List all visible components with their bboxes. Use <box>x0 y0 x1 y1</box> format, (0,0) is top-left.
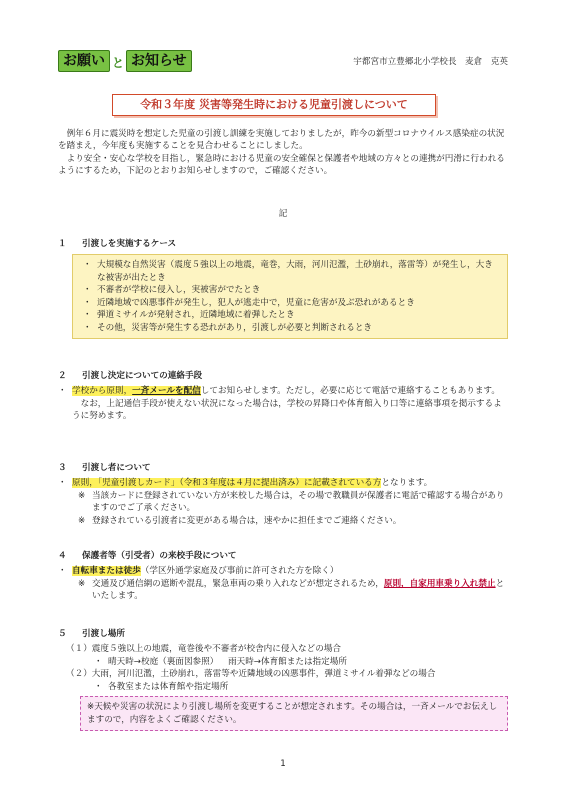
logo-and: と <box>112 56 125 70</box>
case-2: （２）大雨，河川氾濫，土砂崩れ，落雷等や近隣地域の凶悪事件，弾道ミサイル着弾などの場合 <box>66 669 436 680</box>
list-item: ・ 大規模な自然災害（震度５強以上の地震，竜巻，大雨，河川氾濫，土砂崩れ，落雷等）が発生し，大きな被害が出たとき <box>83 260 493 283</box>
case-1: （１）震度５強以上の地震，竜巻後や不審者が校舎内に侵入などの場合 <box>66 644 342 655</box>
case-2-location: ・ 各教室または体育館や指定場所 <box>94 681 229 692</box>
contact-note: なお，上記通信手段が使えない状況になった場合は，学校の昇降口や体育館入り口等に連絡事項を掲示するように努めます。 <box>72 398 502 422</box>
logo-notice: お知らせ <box>126 50 192 72</box>
logo-request: お願い <box>58 50 110 72</box>
note: ※ 交通及び通信網の遮断や混乱，緊急車両の乗り入れなどが想定されるため，原則，自家用車乗り入れ禁止といたします。 <box>78 578 505 602</box>
document-title: 令和３年度 災害等発生時における児童引渡しについて <box>112 94 436 116</box>
section-1 <box>58 238 508 339</box>
section-heading: ３ 引渡し者について <box>58 463 151 473</box>
school-principal: 宇都宮市立豊郷北小学校長 麦倉 克英 <box>353 57 508 67</box>
section-heading: ４ 保護者等（引受者）の来校手段について <box>58 551 237 561</box>
section-heading: ２ 引渡し決定についての連絡手段 <box>58 371 203 381</box>
section-2 <box>58 370 508 423</box>
note: ※ 当該カードに登録されていない方が来校した場合は，その場で教職員が保護者に電話で確認する場合がありますのでご了承ください。 <box>78 490 505 514</box>
section-heading: ５ 引渡し場所 <box>58 629 125 639</box>
section-heading: １ 引渡しを実施するケース <box>58 239 177 249</box>
notice-logo <box>58 50 192 72</box>
list-item: ・ 不審者が学校に侵入し，実被害がでたとき <box>83 285 261 296</box>
intro-paragraph: より安全・安心な学校を目指し，緊急時における児童の安全確保と保護者や地域の方々との連携が円滑に行われるようにするため，下記のとおりお知らせしますので，ご確認ください。 <box>58 153 505 177</box>
list-item: ・ 原則，「児童引渡しカード」（令和３年度は４月に提出済み）に記載されている方となります。 <box>58 478 433 489</box>
list-item: ・ 自転車または徒歩（学区外通学家庭及び事前に許可された方を除く） <box>58 566 339 577</box>
page-number: 1 <box>280 758 286 769</box>
section-4 <box>58 550 508 603</box>
ki-heading: 記 <box>278 209 288 219</box>
location-change-note: ※天候や災害の状況により引渡し場所を変更することが想定されます。その場合は，一斉メールでお伝えしますので，内容をよくご確認ください。 <box>80 696 508 731</box>
case-list <box>72 254 508 339</box>
header <box>58 50 508 76</box>
case-1-locations: ・ 晴天時→校庭（裏面図参照） 雨天時→体育館または指定場所 <box>94 656 347 667</box>
intro-paragraph: 例年６月に震災時を想定した児童の引渡し訓練を実施しておりましたが，昨今の新型コロナウイルス感染症の状況を踏まえ，今年度も実施することを見合わせることにしました。 <box>58 129 505 152</box>
intro <box>58 128 508 178</box>
section-3 <box>58 462 508 527</box>
list-item: ・ 学校から原則，一斉メールを配信してお知らせします。ただし，必要に応じて電話で連絡することもあります。 <box>58 386 500 397</box>
list-item: ・ 近隣地域で凶悪事件が発生し，犯人が逃走中で，児童に危害が及ぶ恐れがあるとき <box>83 297 415 308</box>
list-item: ・ 弾道ミサイルが発射され，近隣地域に着弾したとき <box>83 310 295 321</box>
list-item: ・ その他，災害等が発生する恐れがあり，引渡しが必要と判断されるとき <box>83 322 373 333</box>
section-5 <box>58 628 508 731</box>
note: ※ 登録されている引渡者に変更がある場合は，速やかに担任までご連絡ください。 <box>78 515 402 526</box>
